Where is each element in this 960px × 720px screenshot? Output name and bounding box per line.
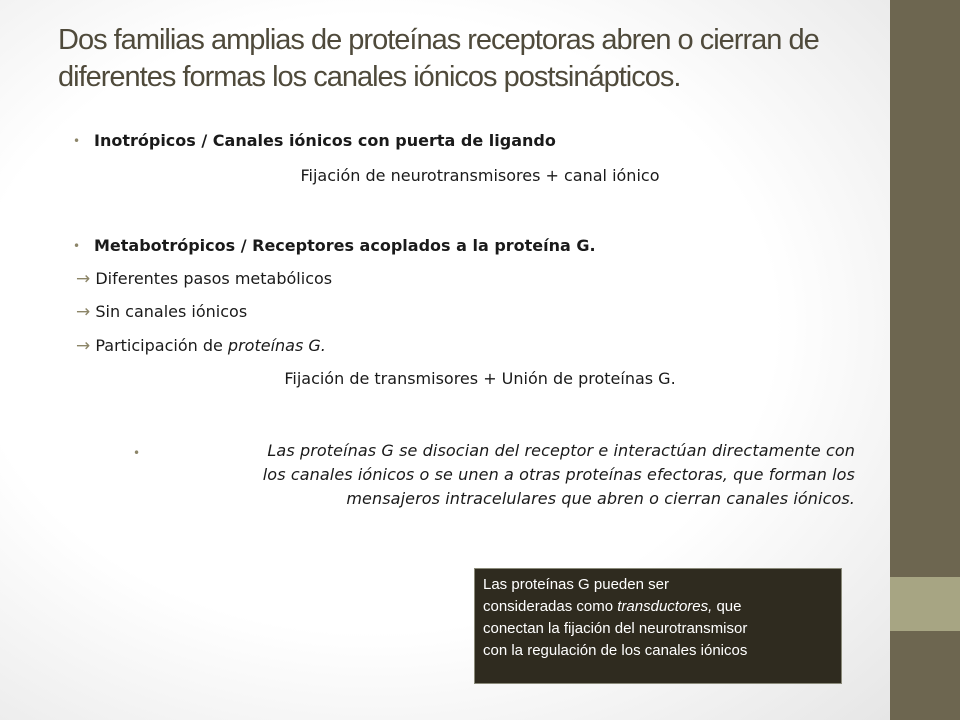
g-protein-line-3: mensajeros intracelulares que abren o cierran canales iónicos. bbox=[346, 489, 855, 508]
metabotropic-item-italic: proteínas G. bbox=[227, 336, 326, 355]
metabotropic-item-1 bbox=[76, 269, 332, 289]
callout-line-2-italic: transductores, bbox=[617, 598, 713, 615]
metabotropic-item-3 bbox=[76, 336, 326, 356]
callout-line-4: con la regulación de los canales iónicos bbox=[483, 642, 748, 659]
metabotropic-item-2 bbox=[76, 302, 247, 322]
metabotropic-item-text: Participación de bbox=[95, 336, 228, 355]
metabotropic-heading: Metabotrópicos / Receptores acoplados a la proteína G. bbox=[94, 236, 596, 255]
inotropic-detail: Fijación de neurotransmisores + canal iónico bbox=[300, 166, 660, 185]
metabotropic-item-text: Diferentes pasos metabólicos bbox=[95, 269, 333, 288]
arrow-right-icon: → bbox=[76, 336, 91, 356]
side-bar-accent bbox=[890, 577, 960, 631]
metabotropic-detail: Fijación de transmisores + Unión de proteínas G. bbox=[284, 369, 676, 388]
callout-line-2 bbox=[483, 596, 833, 618]
arrow-right-icon: → bbox=[76, 269, 91, 289]
callout-line-2-suffix: que bbox=[712, 598, 742, 615]
metabotropic-item-text: Sin canales iónicos bbox=[95, 302, 248, 321]
callout-line-3: conectan la fijación del neurotransmisor bbox=[483, 620, 748, 637]
callout-line-1: Las proteínas G pueden ser bbox=[483, 576, 669, 593]
arrow-right-icon: → bbox=[76, 302, 91, 322]
bullet-dot: • bbox=[73, 134, 81, 148]
callout-line-2-prefix: consideradas como bbox=[483, 598, 618, 615]
bullet-dot: • bbox=[133, 446, 141, 460]
g-protein-line-1: Las proteínas G se disocian del receptor e interactúan directamente con bbox=[267, 441, 855, 460]
inotropic-heading: Inotrópicos / Canales iónicos con puerta de ligando bbox=[94, 131, 556, 150]
slide-title: Dos familias amplias de proteínas receptoras abren o cierran de diferentes formas los canales iónicos postsinápticos. bbox=[58, 24, 819, 93]
bullet-dot: • bbox=[73, 239, 81, 253]
g-protein-paragraph bbox=[150, 439, 855, 511]
g-protein-line-2: los canales iónicos o se unen a otras proteínas efectoras, que forman los bbox=[262, 465, 855, 484]
callout-box bbox=[474, 568, 842, 684]
